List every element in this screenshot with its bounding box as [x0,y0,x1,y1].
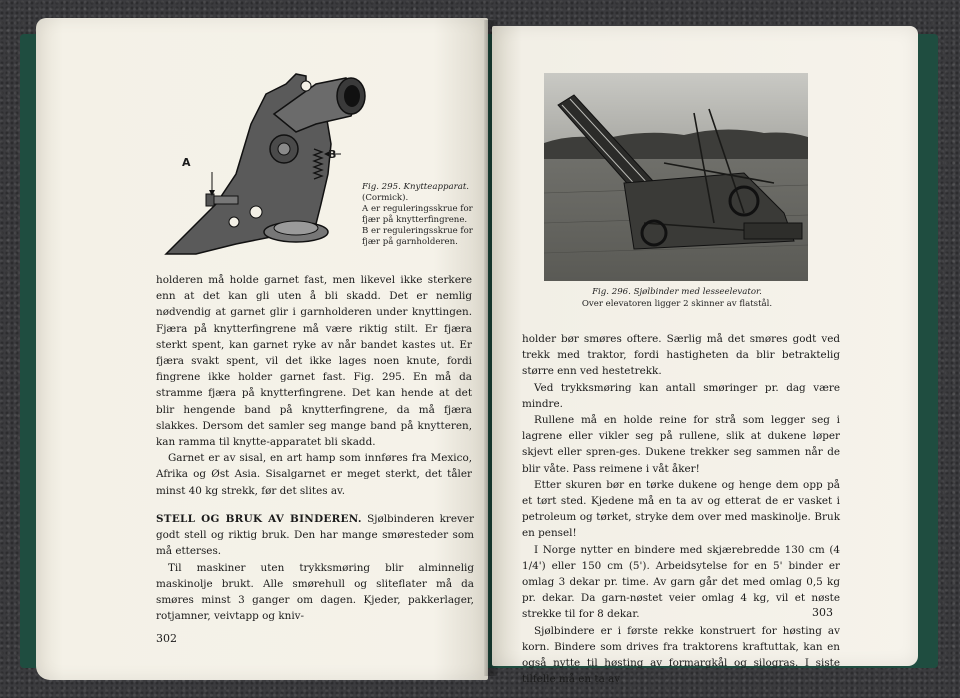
left-body-text [156,272,472,499]
page-number-right: 303 [812,606,833,619]
caption-subtitle: Over elevatoren ligger 2 skinner av flatstål. [581,299,773,309]
caption-a: A er reguleringsskrue for fjær på knytterfingrene. [362,204,473,225]
caption-title: Fig. 295. Knytteapparat. [362,182,470,192]
figure-label-a: A [182,156,191,169]
figure-label-b: B [328,148,337,161]
section-intro: Sjølbinderen krever godt stell og riktig bruk. Den har mange smøresteder som må etterses. [156,513,474,558]
section-heading: STELL OG BRUK AV BINDEREN. [156,513,362,525]
paragraph: Til maskiner uten trykksmøring blir alminnelig maskinolje brukt. Alle smørehull og sliteflater må da smøres minst 3 ganger om dagen. Kjeder, pakkerlager, rotjamner, veivtapp og kniv- [156,561,474,623]
paragraph: Rullene må en holde reine for strå som legger seg i lagrene eller vikler seg på rullene, slik at dukene løper skjevt eller spren-ges. Dukene trekker seg sammen når de blir våte. Pass reimene i våt åker! [522,414,840,475]
right-body-text [522,331,840,687]
binder-photo [544,73,808,281]
paragraph: Etter skuren bør en tørke dukene og henge dem opp på et tørt sted. Kjedene må en ta av og etterat de er vasket i petroleum og tørket, stryke dem over med maskinolje. Bruk en pensel! [522,478,840,540]
paragraph: holderen må holde garnet fast, men likevel ikke sterkere enn at det kan gli uten å bli skadd. Det er nemlig nødvendig at garnet glir i garnholderen under knyttingen. Fjæra på knytterfingrene må være riktig stilt. Er fjæra sterkt spent, kan garnet ryke av når bandet kastes ut. Er fjæra svakt spent, vil det ikke lages noen knute, fordi fingrene ikke holder garnet fast. Fig. 295. En må da stramme fjæra på knytterfingrene. Det kan hende at det blir hengende band på knytterfingrene, da må fjæra slakkes. Dersom det samler seg mange band på knytteren, kan ramma til knytte-apparatet bli skadd. [156,274,472,449]
caption-subtitle: (Cormick). [362,193,409,203]
caption-title: Fig. 296. Sjølbinder med lesseelevator. [592,287,762,297]
paragraph: holder bør smøres oftere. Særlig må det smøres godt ved trekk med traktor, fordi hastigheten da blir betraktelig større enn ved hestetrekk. [522,333,840,378]
paragraph: Garnet er av sisal, en art hamp som innføres fra Mexico, Afrika og Øst Asia. Sisalgarnet er meget sterkt, det tåler minst 40 kg strekk, før det slites av. [156,452,472,497]
right-page [492,26,918,686]
paragraph: Ved trykksmøring kan antall smøringer pr. dag være mindre. [522,381,840,410]
figure-295-caption [362,182,482,248]
figure-296-caption [552,286,802,310]
section-stell-og-bruk [156,511,474,624]
page-number-left: 302 [156,632,177,645]
caption-b: B er reguleringsskrue for fjær på garnholderen. [362,226,473,247]
left-page [36,18,488,680]
paragraph: Sjølbindere er i første rekke konstruert for høsting av korn. Bindere som drives fra traktorens kraftuttak, kan en også nytte til høsting av formargkål og silogras. I siste tilfelle må en ta av [522,624,840,686]
paragraph: I Norge nytter en bindere med skjærebredde 130 cm (4 1/4') eller 150 cm (5'). Arbeidsytelse for en 5' binder er omlag 3 dekar pr. time. Av garn går det med omlag 0,5 kg pr. dekar. Da garn-nøstet veier omlag 4 kg, vil et nøste strekke til for 8 dekar. [522,543,840,621]
